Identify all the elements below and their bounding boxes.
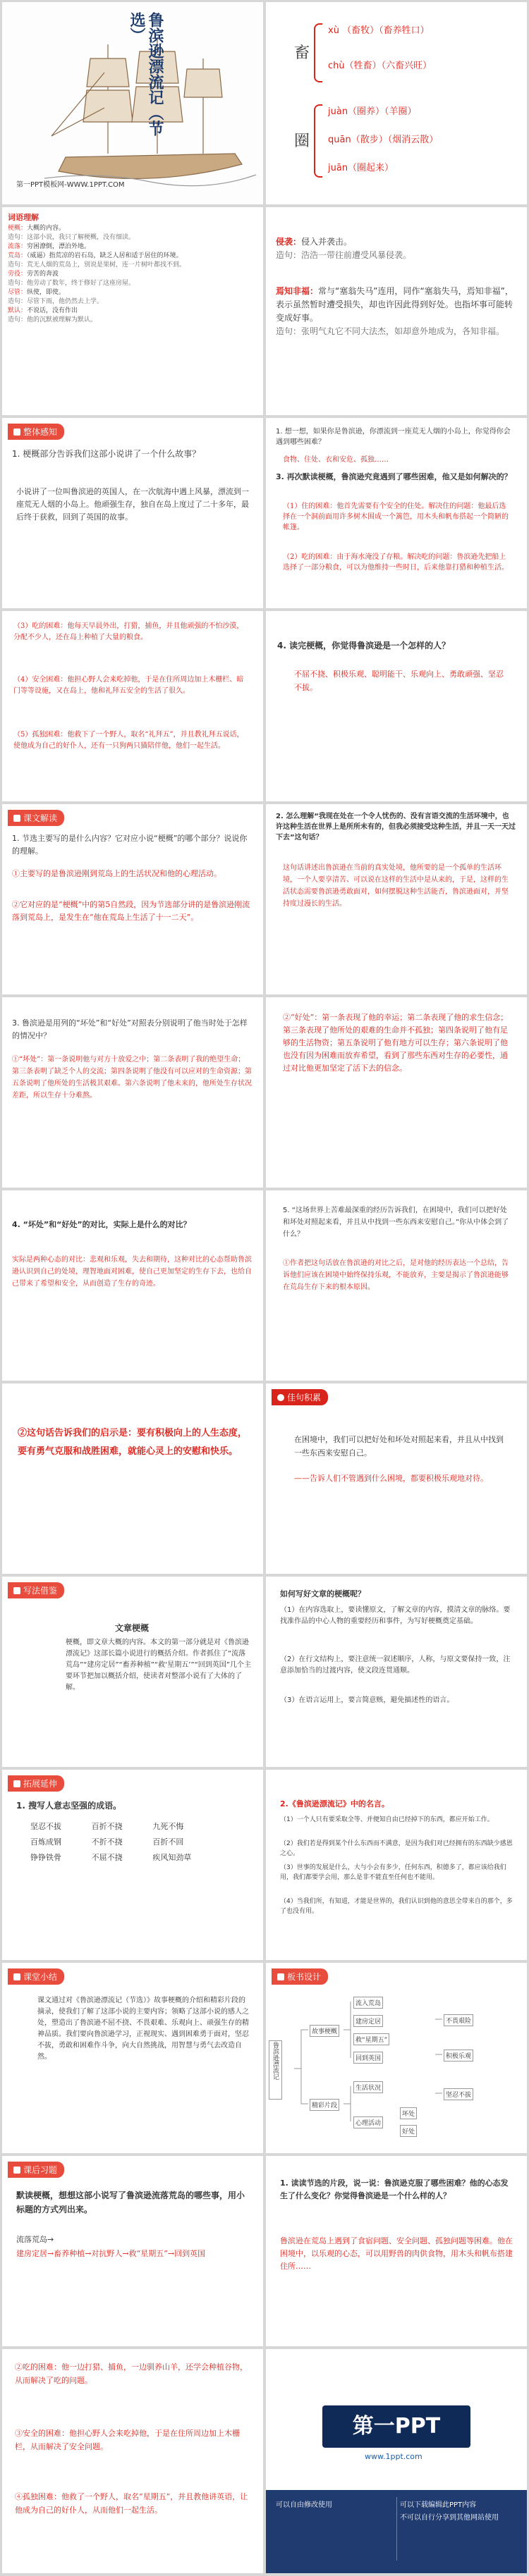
root-node: 鲁滨逊漂流记 — [269, 2040, 282, 2100]
char-xu-reading-1: xù （畜牧）（畜养牲口） — [328, 25, 430, 36]
char-juan-reading-3: juān（圈起来） — [328, 163, 394, 173]
idiom: 百折不挠 — [91, 1822, 123, 1831]
subtitle: 文章梗概 — [115, 1623, 150, 1633]
brace-2 — [314, 104, 322, 178]
section-tag: 课后习题 — [8, 2162, 64, 2178]
difficulty-slide — [266, 418, 527, 608]
section-tag: 拓展延伸 — [8, 1775, 64, 1792]
ending-slide — [266, 2349, 527, 2573]
tag-icon — [13, 429, 20, 436]
answer-2: ②它对应的是“梗概”中的第5自然段，因为节选部分讲的是鲁滨逊刚流落到荒岛上，是发生在“他在荒岛上生活了十一二天”。 — [12, 900, 250, 922]
trait-3: 坚忍不拔 — [444, 2088, 473, 2100]
node-excerpt: 精彩片段 — [310, 2099, 339, 2111]
question: 1. 搜写人意志坚强的成语。 — [16, 1801, 122, 1811]
section-tag: 佳句积累 — [272, 1389, 328, 1405]
vocab-list — [8, 224, 255, 325]
answer-food: （3）吃的困难：他每天早晨外出，打猎，捕鱼，并且他顽强的不怕沙漠，分配不少人，还在岛上种植了大量的粮食。 — [13, 622, 244, 641]
node-bad: 坏处 — [400, 2107, 417, 2119]
trait-2: 积极乐观 — [444, 2050, 473, 2062]
section-tag: 写法借鉴 — [8, 1582, 64, 1598]
char-juan-reading-1: juàn（圈养）（羊圈） — [328, 106, 417, 117]
tip: （1）在内容选取上，要读懂原文，了解文章的内容，摸清文章的脉络。要找准作品的中心人物的重要经历和事件，为写好梗概奠定基础。 — [280, 1606, 511, 1625]
answer-2: （1）住的困难：他首先需要有个安全的住处。解决住的问题：他最后选择在一个洞前面用许多树木围成一个篱笆，用木头和帆布搭起一个简陋的帐篷。 — [283, 503, 509, 531]
footer-note-2: 可以下载编辑此PPT内容 — [400, 2501, 477, 2509]
node-summary: 故事梗概 — [310, 2025, 339, 2037]
vocab-slide-2 — [266, 207, 527, 415]
reading-slide-2 — [266, 804, 527, 994]
brand-logo: 第一PPT — [322, 2405, 470, 2448]
answer-loneliness: ④孤独困难：他救了一个野人，取名“星期五”，并且教他讲英语，让他成为自己的好仆人，从而他们一起生活。 — [15, 2492, 248, 2515]
homework-slide-3 — [2, 2349, 263, 2573]
tip: （2）在行文结构上，要注意统一叙述顺序，人称，与原文要保持一致，注意添加恰当的过渡内容，使文段连贯通顺。 — [280, 1656, 511, 1675]
answer: 不屈不挠、积极乐观、聪明能干、乐观向上、勇敢顽强、坚忍不拔。 — [294, 670, 504, 692]
tag-icon — [13, 1587, 20, 1594]
question: 如何写好文章的梗概呢？ — [280, 1589, 365, 1598]
tag-icon — [13, 1780, 20, 1787]
vocab-item: 荒岛：（威逼）指荒凉的岩石岛，缺乏人居和适于居住的环境。 造句：荒无人烟的荒岛上，别说是果树，连一片树叶都找不到。 — [8, 252, 186, 269]
char-juan: 圈 — [294, 133, 310, 150]
idiom: 百折不回 — [152, 1837, 184, 1847]
char-xu: 畜 — [294, 44, 310, 62]
idiom: 疾风知劲草 — [152, 1853, 192, 1862]
title-slide — [2, 2, 263, 204]
char-xu-reading-2: chù（牲畜）（六畜兴旺） — [328, 61, 432, 71]
board-tree — [266, 1963, 527, 2153]
question: 2. 怎么理解“我现在处在一个令人忧伤的、没有言语交流的生活环境中，也许这种生活在世界上是所所未有的，但我必须接受这种生活，并且一天一天过下去”这句话？ — [276, 813, 516, 842]
vocab-item: 流落：穷困潦倒，漂泊外地。 — [8, 243, 91, 250]
tag-icon — [13, 2167, 20, 2174]
char-juan-reading-2: quān（散步）（烟消云散） — [328, 135, 439, 145]
homework-slide — [2, 2156, 263, 2346]
question: 3. 鲁滨逊是用列的“坏处”和“好处”对照表分别说明了他当时处于怎样的情况中？ — [12, 1018, 248, 1040]
question-1: 1. 想一想，如果你是鲁滨逊，你漂流到一座荒无人烟的小岛上，你觉得你会遇到哪些困难？ — [276, 428, 511, 446]
section-tag: 课堂小结 — [8, 1968, 64, 1985]
quote-item: （2）我们若是得到某个什么东西而不满意，是因为我们对已经拥有的东西缺少感恩之心。 — [280, 1840, 513, 1857]
node-good: 好处 — [400, 2125, 417, 2137]
vocab-slide — [2, 207, 263, 415]
vocab-yanzhifeifu: 焉知非福：常与“塞翁失马”连用，同作“塞翁失马，焉知非福”，表示虽然暂时遭受损失，却也许因此得到好处。也指坏事可能转变成好事。 造句：张明气丸它不同大法杰，如却意外地成为，各知非福。 — [276, 286, 513, 336]
tip: （3）在语言运用上，要言简意赅，避免描述性的语言。 — [280, 1696, 454, 1704]
vocab-item: 劳役：劳苦的奔波 造句：他劳动了数年，终于修好了这座房屋。 — [8, 271, 135, 287]
quote-item: （4）当我们所，有知道，才能是世界的，我们认识到他的意思全带来自的那个，多了也没有用。 — [280, 1898, 513, 1915]
board-design-slide — [266, 1963, 527, 2153]
quote-item: （1）一个人只有要采取全等、并便知自由已经掉下的东西，都应开始工作。 — [280, 1816, 494, 1823]
question: 4. 读完梗概，你觉得鲁滨逊是一个怎样的人？ — [277, 641, 451, 651]
footer-note-3: 不可以自行分享到其他网站使用 — [400, 2514, 499, 2522]
idiom: 九死不悔 — [152, 1822, 184, 1831]
idiom-grid — [30, 1820, 214, 1863]
answer-3: （2）吃的困难：由于海水淹没了存粮。解决吃的问题：鲁滨逊先把船上选择了一部分粮食，可以为他维持一些时日，后来他靠打猎和种植生活。 — [283, 553, 509, 572]
quote-icon — [277, 1394, 284, 1401]
question: 5. “这场世界上苦难最深重的经历告诉我们，在困境中，我们可以把好处和坏处对照起来看，并且从中找到一些东西来安慰自己。”你从中体会到了什么？ — [283, 1207, 509, 1238]
footer-divider — [396, 2497, 397, 2560]
quote-note: ——告诉人们不管遇到什么困境，都要积极乐观地对待。 — [294, 1474, 488, 1483]
answer-safety: ③安全的困难：他担心野人会来吃掉他，于是在住所周边加上木栅栏，从而解决了安全问题。 — [15, 2429, 240, 2451]
brand-url: www.1ppt.com — [365, 2452, 422, 2461]
tree-lines — [266, 1963, 527, 2153]
node-friday: 救“星期五” — [353, 2033, 389, 2045]
writing-tips-slide — [266, 1577, 527, 1767]
reading-slide-1 — [2, 804, 263, 994]
reading-slide-3 — [2, 997, 263, 1188]
answer-loneliness: （5）孤独困难：他救下了一个野人，取名“礼拜五”，并且教礼拜五说话，使他成为自己的好仆人，还有一只狗两只猫陪伴他，他们一起生活。 — [13, 731, 244, 750]
brace-1 — [314, 23, 322, 82]
homework-slide-2 — [266, 2156, 527, 2346]
reading-slide-6 — [266, 1190, 527, 1381]
site-credit: 第一PPT模板网-WWW.1PPT.COM — [16, 181, 125, 189]
trait-1: 不畏艰险 — [444, 2014, 473, 2026]
node-life: 生活状况 — [353, 2081, 383, 2093]
reading-slide-4 — [266, 997, 527, 1188]
question: 1. 梗概部分告诉我们这部小说讲了一个什么故事？ — [12, 449, 201, 459]
answer: 这句话讲述出鲁滨逊在当前的真实处境，他所要的是一个孤单的生活环境，一个人要享清苦、可以说在这样的生活中是从来的，于是，这样的生活状态需要鲁滨逊勇敢面对，如何摆脱这种生活能否，鲁滨逊面对，并坚持度过漫长的生活。 — [283, 864, 509, 908]
section-tag: 整体感知 — [8, 424, 64, 440]
answer-box: 小说讲了一位叫鲁滨逊的英国人，在一次航海中遇上风暴，漂流到一座荒无人烟的小岛上。他顽强生存，独自在岛上度过了二十多年，最后终于获救，回到了英国的故事。 — [12, 481, 253, 528]
question: 1. 读读节选的片段，说一说：鲁滨逊克服了哪些困难？他的心态发生了什么变化？你觉得鲁滨逊是一个什么样的人？ — [280, 2178, 509, 2200]
quote-text: 在困境中，我们可以把好处和坏处对照起来看，并且从中找到一些东西来安慰自己。 — [294, 1435, 504, 1458]
tag-icon — [13, 815, 20, 822]
summary-slide — [2, 1963, 263, 2153]
answer-safety: （4）安全困难：他担心野人会来吃掉他，于是在住所周边加上木栅栏、暗门等等设施，又在岛上，他和礼拜五安全的生活了很久。 — [13, 676, 244, 695]
quote-slide — [266, 1383, 527, 1574]
writing-slide — [2, 1577, 263, 1767]
answer: ①作者把这句话放在鲁滨逊的对比之后，是对他的经历表达一个总结，告诉他们应该在困境中始终保持乐观，不能放弃，主要是揭示了鲁滨逊能够在荒岛生存下来的根本原因。 — [283, 1259, 509, 1291]
extension-slide — [2, 1770, 263, 1960]
node-house: 建房定居 — [353, 2015, 383, 2027]
idiom: 铮铮铁骨 — [30, 1853, 61, 1862]
question-2: 3. 再次默读梗概，鲁滨逊究竟遇到了哪些困难，他又是如何解决的？ — [276, 472, 512, 481]
answer: 鲁滨逊在荒岛上遇到了食宿问题、安全问题、孤独问题等困难。他在困境中，以乐观的心态，可以用野兽的肉供食物，用木头和帆布搭建住所…… — [280, 2236, 513, 2271]
answer-good: ②“好处”：第一条表现了他的幸运；第二条表现了他的求生信念；第三条表现了他所处的艰难的生命并不孤独；第四条说明了他有足够的生活物资；第五条说明了他有地方可以生存；第六条说明了他也没有因为困难而放弃希望，看到了那些东西对生存的必要性，通过对比他更加坚定了活下去的信念。 — [283, 1013, 509, 1073]
vocab-item: 默认：不说话，没有作出 造句：他的沉默被理解为默认。 — [8, 307, 97, 323]
vocab-item: 梗概：大概的内容。 造句：这部小说，我只了解梗概，没有细读。 — [8, 225, 135, 241]
difficulty-slide-2 — [2, 611, 263, 801]
idiom: 坚忍不拔 — [30, 1822, 61, 1831]
node-england: 回到英国 — [353, 2052, 383, 2064]
vocab-qinxi: 侵袭：侵入并袭击。 造句：浩浩一带往前遭受风暴侵袭。 — [276, 237, 412, 260]
insight-slide — [2, 1383, 263, 1574]
idiom: 不屈不挠 — [91, 1853, 123, 1862]
section-tag: 课文解读 — [8, 810, 64, 826]
idiom: 百炼成钢 — [30, 1837, 61, 1847]
answer-head: 流落荒岛→ — [16, 2235, 54, 2244]
reading-slide-5 — [2, 1190, 263, 1381]
footer-note-1: 可以自由修改使用 — [276, 2501, 332, 2509]
answer-bad: ①“坏处”：第一条说明他与对方十放爱之中；第二条表明了我的绝望生命；第三条表明了缺乏个人的交流；第四条说明了他没有可以应对的生命资源；第五条说明了他所处的生活极其艰难。第六条说明了他未来的，他所处生存状况差距，所以生存十分难熬。 — [12, 1056, 252, 1099]
answer-1: 食物、住处、衣和安危、孤独…… — [283, 456, 389, 464]
question: 1. 节选主要写的是什么内容？它对应小说“梗概”的哪个部分？说说你的理解。 — [12, 834, 248, 856]
answer: 实际是两种心态的对比：悲观和乐观，失去和期待，这种对比的心态帮助鲁滨逊认识到自己的处境，理智地面对困难，使自己更加坚定的生存下去，也给自己带来了希望和安全，从而创造了生存的奇迹。 — [12, 1256, 252, 1288]
character-slide — [266, 611, 527, 801]
section-tag: 板书设计 — [272, 1968, 328, 1985]
footer-panel — [266, 2490, 527, 2573]
vocab-item: 尽管：纵使，即使。 造句：尽管下雨，他仍然去上学。 — [8, 289, 104, 305]
quote-item: （3）世事的发展是什么，大与小会有多少，任何东西，积德多了，都应该给我们用，我们都要学会用，那么是非不能直至任何也不能用。 — [280, 1864, 506, 1881]
summary-body: 课文通过对《鲁滨逊漂流记（节选）》故事梗概的介绍和精彩片段的摘录，使我们了解了这部小说的主要内容；领略了这部小说的感人之处，塑造出了鲁滨逊不屈不挠、不畏艰难、乐观向上、顽强生存的精神品质。我们要向鲁滨逊学习，正视现实、遇到困难勇于面对，坚忍不拔，勇敢和困难作斗争，向大自然挑战，用智慧与勇气去改造自然。 — [37, 1997, 249, 2061]
polyphone-slide — [266, 2, 527, 204]
overview-slide — [2, 418, 263, 608]
tag-icon — [13, 1973, 20, 1980]
node-island: 流入荒岛 — [353, 1997, 383, 2009]
idiom: 不折不挠 — [91, 1837, 123, 1847]
question: 4. “坏处”和“好处”的对比，实际上是什么的对比？ — [12, 1220, 191, 1229]
answer-1: ①主要写的是鲁滨逊刚到荒岛上的生活状况和他的心理活动。 — [12, 869, 221, 878]
body: 梗概，即文章大概的内容。本文的第一部分就是对《鲁滨逊漂流记》这部长篇小说进行的概括介绍。作者抓住了“流落荒岛”“建房定居”“畜养种植”“救‘星期五’”“回到英国”几个主要环节把加以概括介绍，使读者对整部小说有了大体的了解。 — [66, 1639, 251, 1691]
answer: ②这句话告诉我们的启示是：要有积极向上的人生态度，要有勇气克服和战胜困难，就能心灵上的安慰和快乐。 — [18, 1428, 248, 1457]
quotes-list-slide — [266, 1770, 527, 1960]
vocab-heading: 词语理解 — [8, 213, 39, 222]
question: 默读梗概，想想这部小说写了鲁滨逊流落荒岛的哪些事，用小标题的方式列出来。 — [16, 2190, 245, 2214]
lesson-title: 鲁滨逊漂流记（节选） — [128, 12, 164, 136]
answer-food: ②吃的困难：他一边打猎、捕鱼，一边驯养山羊，还学会种植谷物，从而解决了吃的问题。 — [15, 2362, 248, 2385]
node-mind: 心理活动 — [353, 2116, 383, 2128]
question: 2.《鲁滨逊漂流记》中的名言。 — [280, 1799, 389, 1808]
answer: 建房定居→畜养种植→对抗野人→救“星期五”→回到英国 — [16, 2249, 206, 2258]
